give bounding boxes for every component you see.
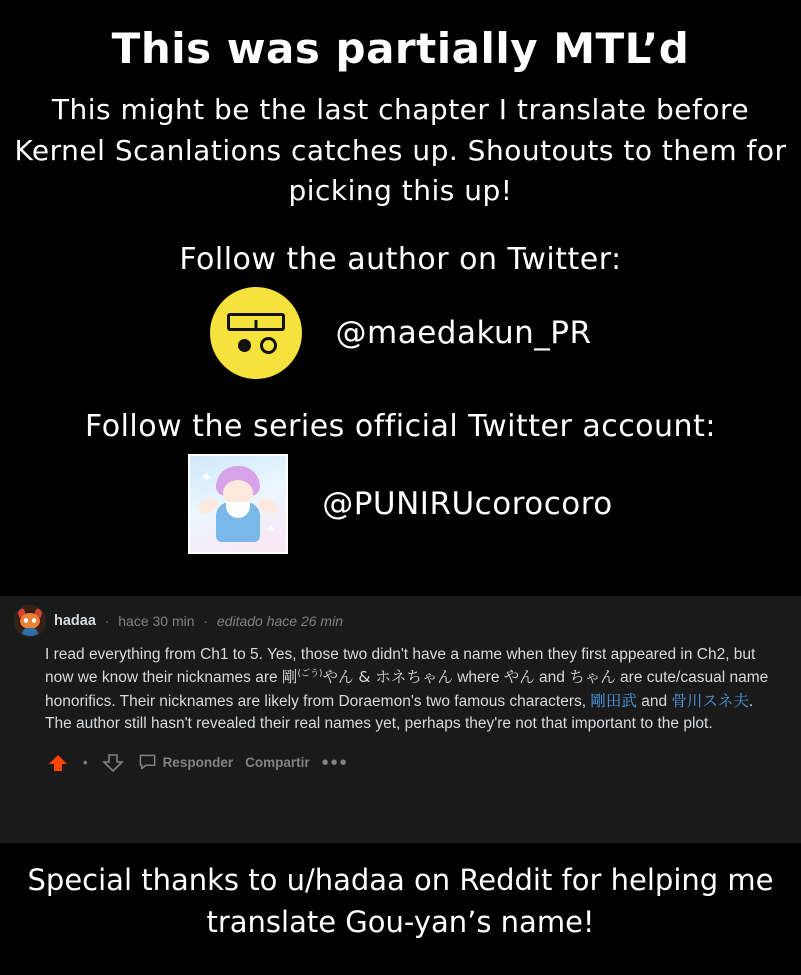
avatar-head-icon	[20, 613, 40, 629]
author-follow-label: Follow the author on Twitter:	[179, 241, 622, 277]
comment-jp-ruby: (ごう)	[297, 669, 323, 680]
comment-jp-nicknames: やん & ホネちゃん	[322, 668, 453, 687]
comment-body	[14, 636, 787, 736]
avatar[interactable]	[14, 605, 46, 637]
avatar-body-icon	[22, 628, 38, 636]
eye-right-icon	[260, 337, 277, 354]
character-arm-right-icon	[257, 496, 280, 515]
comment-actions	[14, 736, 787, 776]
sparkle-icon-2: ✦	[265, 521, 277, 536]
comment-text-part-3: and	[636, 692, 672, 710]
note-subtitle: This might be the last chapter I translate before Kernel Scanlations catches up. Shoutouts to them for picking this up!	[14, 93, 787, 208]
note-title: This was partially MTL’d	[111, 24, 690, 73]
author-handle-row	[0, 281, 801, 379]
reply-button[interactable]	[138, 752, 234, 774]
comment-text-part-2: where やん and ちゃん are cute/casual name honorifics. Their nicknames are likely from Doraemon's two famous characters,	[45, 669, 769, 710]
reply-label: Responder	[162, 755, 234, 771]
series-follow-label: Follow the series official Twitter account:	[85, 408, 716, 444]
avatar-eye-right-icon	[32, 618, 36, 623]
glasses-icon	[227, 313, 285, 331]
meta-separator-2: ·	[203, 613, 208, 629]
comment-text-part-1: I read everything from Ch1 to 5. Yes, those two didn't have a name when they first appeared in Ch2, but now we know their nicknames are	[45, 646, 756, 687]
eye-left-icon	[238, 339, 251, 352]
comment-link-gouda-takeshi[interactable]: 剛田武	[590, 691, 637, 710]
comment-jp-kanji: 剛	[281, 668, 298, 687]
more-options-icon[interactable]: •••	[321, 751, 349, 774]
series-handle-row	[0, 448, 801, 554]
comment-bubble-icon	[138, 752, 157, 774]
share-button[interactable]	[245, 755, 310, 770]
author-avatar-icon	[210, 287, 302, 379]
author-handle: @maedakun_PR	[335, 314, 592, 351]
comment-link-honekawa-suneo[interactable]: 骨川スネ夫	[671, 691, 749, 710]
sparkle-icon: ✦	[200, 469, 213, 486]
series-avatar-icon	[188, 454, 288, 554]
vote-count: •	[83, 755, 88, 771]
comment-timestamp: hace 30 min	[118, 613, 195, 629]
comment-header	[14, 606, 787, 636]
share-label: Compartir	[245, 755, 310, 771]
comment-author[interactable]: hadaa	[54, 613, 96, 629]
bottom-thanks-note: Special thanks to u/hadaa on Reddit for helping me translate Gou-yan’s name!	[0, 845, 801, 975]
upvote-arrow-icon[interactable]	[45, 750, 71, 776]
avatar-eye-left-icon	[24, 618, 28, 623]
series-handle: @PUNIRUcorocoro	[322, 485, 613, 522]
meta-separator-1: ·	[104, 613, 110, 629]
reddit-comment-card	[0, 596, 801, 843]
downvote-arrow-icon[interactable]	[100, 750, 126, 776]
comment-edited-timestamp: editado hace 26 min	[216, 613, 343, 629]
comment-text-part-4: . The author still hasn't revealed their real names yet, perhaps they're not that important to the plot.	[45, 692, 754, 733]
